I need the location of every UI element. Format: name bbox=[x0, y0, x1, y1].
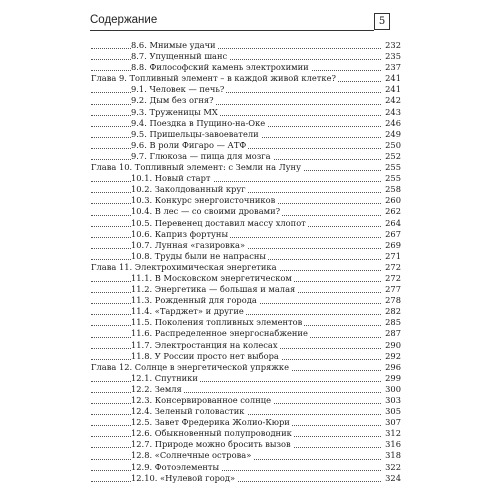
toc-entry-label: 10.1. Новый старт bbox=[131, 173, 211, 184]
toc-section-row bbox=[91, 373, 401, 384]
toc-entry-page: 252 bbox=[381, 151, 401, 162]
toc-entry-page: 255 bbox=[381, 162, 401, 173]
toc-entry-label: 8.8. Философский камень электрохимии bbox=[131, 62, 309, 73]
toc-section-row bbox=[91, 284, 401, 295]
toc-section-row bbox=[91, 240, 401, 251]
toc-entry-page: 249 bbox=[381, 129, 401, 140]
toc-entry-page: 322 bbox=[381, 462, 401, 473]
toc-entry-label: Глава 11. Электрохимическая энергетика bbox=[91, 261, 277, 272]
toc-section-row bbox=[91, 51, 401, 62]
toc-entry-page: 287 bbox=[381, 328, 401, 339]
toc-section-row bbox=[91, 40, 401, 51]
toc-entry-page: 241 bbox=[381, 73, 401, 84]
toc-section-row bbox=[91, 62, 401, 73]
toc-entry-label: 12.2. Земля bbox=[131, 383, 182, 394]
toc-entry-label: 10.7. Лунная «газировка» bbox=[131, 239, 246, 250]
toc-entry-label: 12.8. «Солнечные острова» bbox=[131, 450, 252, 461]
page-number-box: 5 bbox=[374, 13, 390, 30]
toc-section-row bbox=[91, 184, 401, 195]
toc-entry-page: 242 bbox=[381, 95, 401, 106]
toc-entry-label: Глава 9. Топливный элемент – в каждой живой клетке? bbox=[91, 73, 336, 84]
toc-entry-label: 10.6. Каприз фортуны bbox=[131, 228, 229, 239]
toc-section-row bbox=[91, 206, 401, 217]
toc-entry-label: 10.2. Заколдованный круг bbox=[131, 184, 246, 195]
toc-section-row bbox=[91, 118, 401, 129]
toc-entry-page: 277 bbox=[381, 284, 401, 295]
toc-entry-page: 305 bbox=[381, 406, 401, 417]
toc-entry-page: 271 bbox=[381, 251, 401, 262]
toc-entry-label: Глава 12. Солнце в энергетической упряжке bbox=[91, 361, 289, 372]
running-header-title: Содержание bbox=[90, 14, 158, 26]
toc-chapter-row bbox=[91, 73, 401, 84]
toc-entry-label: 8.6. Мнимые удачи bbox=[131, 40, 216, 50]
toc-section-row bbox=[91, 351, 401, 362]
running-header bbox=[90, 13, 403, 33]
toc-entry-label: 12.1. Спутники bbox=[131, 372, 198, 383]
toc-section-row bbox=[91, 395, 401, 406]
toc-entry-page: 255 bbox=[381, 173, 401, 184]
toc-entry-page: 272 bbox=[381, 262, 401, 273]
toc-section-row bbox=[91, 328, 401, 339]
toc-section-row bbox=[91, 462, 401, 473]
toc-chapter-row bbox=[91, 262, 401, 273]
toc-entry-label: 9.6. В роли Фигаро — АТФ bbox=[131, 139, 247, 150]
toc-section-row bbox=[91, 428, 401, 439]
toc-entry-label: 12.4. Зеленый головастик bbox=[131, 406, 245, 417]
toc-section-row bbox=[91, 439, 401, 450]
toc-section-row bbox=[91, 306, 401, 317]
toc-entry-page: 296 bbox=[381, 362, 401, 373]
toc-entry-label: 11.2. Энергетика — большая и малая bbox=[131, 284, 296, 295]
toc-entry-page: 241 bbox=[381, 84, 401, 95]
toc-entry-page: 269 bbox=[381, 240, 401, 251]
toc-entry-label: 12.6. Обыкновенный полупроводник bbox=[131, 428, 292, 439]
toc-entry-label: 9.1. Человек — печь? bbox=[131, 84, 225, 95]
toc-entry-label: 9.5. Пришельцы-завоеватели bbox=[131, 128, 259, 139]
toc-entry-page: 307 bbox=[381, 417, 401, 428]
toc-entry-page: 272 bbox=[381, 273, 401, 284]
toc-entry-label: 12.10. «Нулевой город» bbox=[131, 472, 236, 483]
toc-entry-label: 10.5. Перевенец доставил массу хлопот bbox=[131, 217, 306, 228]
toc-entry-page: 258 bbox=[381, 184, 401, 195]
toc-section-row bbox=[91, 218, 401, 229]
toc-entry-label: 9.2. Дым без огня? bbox=[131, 95, 214, 106]
toc-entry-page: 260 bbox=[381, 195, 401, 206]
toc-entry-label: 12.5. Завет Фредерика Жолио-Кюри bbox=[131, 417, 290, 428]
toc-section-row bbox=[91, 473, 401, 484]
toc-section-row bbox=[91, 129, 401, 140]
toc-entry-page: 303 bbox=[381, 395, 401, 406]
toc-entry-label: 12.3. Консервированное солнце bbox=[131, 395, 271, 405]
toc-entry-label: 11.5. Поколения топливных элементов bbox=[131, 317, 303, 328]
toc-entry-label: 11.8. У России просто нет выбора bbox=[131, 350, 279, 361]
toc-entry-page: 312 bbox=[381, 428, 401, 439]
toc-entry-label: 11.4. «Тарджет» и другие bbox=[131, 306, 244, 317]
toc-entry-page: 262 bbox=[381, 206, 401, 217]
toc-section-row bbox=[91, 317, 401, 328]
toc-section-row bbox=[91, 295, 401, 306]
toc-section-row bbox=[91, 450, 401, 461]
toc-entry-label: 10.4. В лес — со своими дровами? bbox=[131, 206, 281, 217]
toc-section-row bbox=[91, 340, 401, 351]
toc-entry-label: 10.8. Труды были не напрасны bbox=[131, 250, 266, 261]
table-of-contents bbox=[91, 40, 401, 484]
toc-entry-page: 285 bbox=[381, 317, 401, 328]
toc-entry-label: 11.3. Рожденный для города bbox=[131, 295, 257, 306]
toc-entry-label: 8.7. Упущенный шанс bbox=[131, 51, 228, 62]
toc-section-row bbox=[91, 229, 401, 240]
toc-entry-page: 282 bbox=[381, 306, 401, 317]
toc-entry-label: 11.7. Электростанция на колесах bbox=[131, 339, 278, 350]
toc-entry-label: 10.3. Конкурс энергоисточников bbox=[131, 195, 276, 206]
toc-section-row bbox=[91, 417, 401, 428]
header-rule bbox=[90, 30, 374, 31]
toc-entry-page: 292 bbox=[381, 351, 401, 362]
toc-section-row bbox=[91, 273, 401, 284]
toc-section-row bbox=[91, 95, 401, 106]
toc-entry-label: 12.7. Природе можно бросить вызов bbox=[131, 439, 291, 450]
toc-entry-page: 250 bbox=[381, 140, 401, 151]
toc-entry-page: 267 bbox=[381, 229, 401, 240]
toc-entry-page: 318 bbox=[381, 450, 401, 461]
toc-chapter-row bbox=[91, 162, 401, 173]
toc-section-row bbox=[91, 195, 401, 206]
toc-entry-label: 12.9. Фотоэлементы bbox=[131, 461, 220, 472]
toc-section-row bbox=[91, 84, 401, 95]
toc-section-row bbox=[91, 173, 401, 184]
toc-section-row bbox=[91, 406, 401, 417]
toc-entry-page: 299 bbox=[381, 373, 401, 384]
toc-section-row bbox=[91, 107, 401, 118]
toc-entry-label: 9.3. Труженицы МХ bbox=[131, 106, 218, 117]
toc-entry-page: 232 bbox=[381, 40, 401, 51]
toc-entry-page: 300 bbox=[381, 384, 401, 395]
toc-section-row bbox=[91, 384, 401, 395]
toc-entry-page: 324 bbox=[381, 473, 401, 484]
toc-entry-page: 290 bbox=[381, 340, 401, 351]
toc-section-row bbox=[91, 251, 401, 262]
toc-entry-label: 9.7. Глюкоза — пища для мозга bbox=[131, 150, 271, 161]
toc-entry-page: 237 bbox=[381, 62, 401, 73]
toc-entry-label: 11.6. Распределенное энергоснабжение bbox=[131, 328, 308, 339]
toc-entry-page: 243 bbox=[381, 107, 401, 118]
toc-entry-page: 316 bbox=[381, 439, 401, 450]
toc-entry-page: 264 bbox=[381, 218, 401, 229]
toc-entry-page: 278 bbox=[381, 295, 401, 306]
toc-entry-page: 246 bbox=[381, 118, 401, 129]
toc-chapter-row bbox=[91, 362, 401, 373]
toc-section-row bbox=[91, 140, 401, 151]
toc-entry-page: 235 bbox=[381, 51, 401, 62]
toc-entry-label: 9.4. Поездка в Пущино-на-Оке bbox=[131, 117, 266, 128]
toc-entry-label: 11.1. В Московском энергетическом bbox=[131, 272, 292, 283]
toc-section-row bbox=[91, 151, 401, 162]
toc-entry-label: Глава 10. Топливный элемент: с Земли на Луну bbox=[91, 162, 301, 173]
